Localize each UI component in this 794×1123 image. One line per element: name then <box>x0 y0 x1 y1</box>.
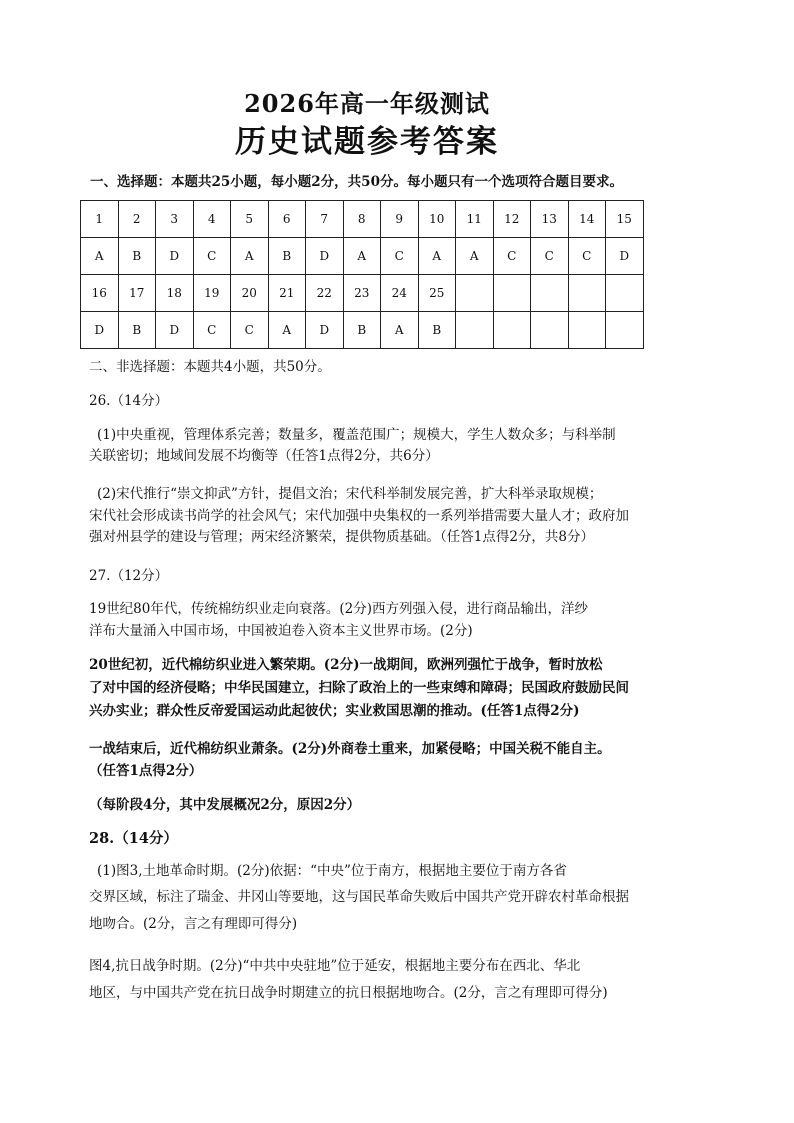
answer-choice-cell <box>493 312 531 349</box>
answer-number-cell: 17 <box>118 275 156 312</box>
answer-number-cell: 3 <box>156 201 194 238</box>
answer-choice-cell: B <box>118 312 156 349</box>
q26-part2-line2: 宋代社会形成读书尚学的社会风气；宋代加强中央集权的一系列举措需要大量人才；政府加 <box>89 508 629 524</box>
answer-number-cell: 25 <box>418 275 456 312</box>
answer-choice-cell: A <box>456 238 494 275</box>
answer-choice-cell <box>568 312 606 349</box>
answer-choice-cell: A <box>268 312 306 349</box>
answer-number-cell: 12 <box>493 201 531 238</box>
section1-heading: 一、选择题：本题共25小题，每小题2分，共50分。每小题只有一个选项符合题目要求。 <box>90 174 623 190</box>
answer-number-cell: 13 <box>531 201 569 238</box>
answer-number-cell: 8 <box>343 201 381 238</box>
q27-para3-line2: （任答1点得2分） <box>89 763 203 779</box>
answer-number-cell: 5 <box>231 201 269 238</box>
answer-choice-cell: C <box>568 238 606 275</box>
q27-para2-line2: 了对中国的经济侵略；中华民国建立，扫除了政治上的一些束缚和障碍；民国政府鼓励民间 <box>89 680 629 696</box>
answer-choice-cell <box>606 312 644 349</box>
answer-number-cell: 11 <box>456 201 494 238</box>
q26-part1-line2: 关联密切；地域间发展不均衡等（任答1点得2分，共6分） <box>89 448 439 464</box>
answer-number-cell <box>606 275 644 312</box>
answer-number-cell: 10 <box>418 201 456 238</box>
exam-title: 2026年高一年级测试 <box>244 89 490 118</box>
answer-choice-cell: D <box>306 238 344 275</box>
answer-choice-cell: A <box>231 238 269 275</box>
answer-number-cell: 24 <box>381 275 419 312</box>
q28-part2-line1: 图4,抗日战争时期。(2分)“中共中央驻地”位于延安，根据地主要分布在西北、华北 <box>89 958 581 974</box>
answer-choice-cell: B <box>268 238 306 275</box>
q28-part1-line3: 地吻合。(2分，言之有理即可得分) <box>89 916 298 932</box>
answer-table <box>80 200 644 349</box>
answer-number-cell: 20 <box>231 275 269 312</box>
answer-choice-cell: D <box>306 312 344 349</box>
answer-choice-cell: D <box>81 312 119 349</box>
answer-key-title: 历史试题参考答案 <box>235 124 499 160</box>
answer-number-cell <box>456 275 494 312</box>
answer-number-cell: 19 <box>193 275 231 312</box>
answer-number-cell: 4 <box>193 201 231 238</box>
q27-label: 27.（12分） <box>89 568 169 584</box>
answer-choice-cell: B <box>118 238 156 275</box>
answer-choice-cell: C <box>531 238 569 275</box>
answer-table-row-numbers-2 <box>81 275 644 312</box>
answer-choice-cell <box>531 312 569 349</box>
answer-number-cell: 7 <box>306 201 344 238</box>
answer-choice-cell: D <box>156 238 194 275</box>
answer-number-cell: 9 <box>381 201 419 238</box>
q26-label: 26.（14分） <box>89 393 169 409</box>
answer-choice-cell: B <box>418 312 456 349</box>
answer-choice-cell: A <box>418 238 456 275</box>
answer-number-cell: 16 <box>81 275 119 312</box>
answer-number-cell <box>493 275 531 312</box>
answer-table-row-answers-2 <box>81 312 644 349</box>
answer-choice-cell: D <box>156 312 194 349</box>
answer-number-cell: 1 <box>81 201 119 238</box>
answer-choice-cell <box>456 312 494 349</box>
answer-number-cell: 6 <box>268 201 306 238</box>
answer-choice-cell: C <box>231 312 269 349</box>
answer-choice-cell: C <box>193 312 231 349</box>
q28-part2-line2: 地区，与中国共产党在抗日战争时期建立的抗日根据地吻合。(2分，言之有理即可得分) <box>89 985 608 1001</box>
q27-para3-line1: 一战结束后，近代棉纺织业萧条。(2分)外商卷土重来，加紧侵略；中国关税不能自主。 <box>89 741 611 757</box>
q26-part2-line1: (2)宋代推行“崇文抑武”方针，提倡文治；宋代科举制发展完善，扩大科举录取规模； <box>97 486 603 502</box>
answer-table-row-answers-1 <box>81 238 644 275</box>
answer-choice-cell: A <box>81 238 119 275</box>
answer-choice-cell: C <box>493 238 531 275</box>
q28-part1-line1: (1)图3,土地革命时期。(2分)依据：“中央”位于南方，根据地主要位于南方各省 <box>97 863 567 879</box>
answer-number-cell: 2 <box>118 201 156 238</box>
answer-number-cell: 23 <box>343 275 381 312</box>
q27-para1-line2: 洋布大量涌入中国市场，中国被迫卷入资本主义世界市场。(2分) <box>89 623 473 639</box>
q28-label: 28.（14分） <box>89 830 178 847</box>
q27-para2-line1: 20世纪初，近代棉纺织业进入繁荣期。(2分)一战期间，欧洲列强忙于战争，暂时放松 <box>89 657 603 673</box>
q26-part2-line3: 强对州县学的建设与管理；两宋经济繁荣，提供物质基础。（任答1点得2分，共8分） <box>89 529 595 545</box>
answer-number-cell <box>531 275 569 312</box>
answer-number-cell: 21 <box>268 275 306 312</box>
answer-table-row-numbers-1 <box>81 201 644 238</box>
q27-para2-line3: 兴办实业；群众性反帝爱国运动此起彼伏；实业救国思潮的推动。(任答1点得2分) <box>89 703 580 719</box>
answer-choice-cell: A <box>381 312 419 349</box>
section2-heading: 二、非选择题：本题共4小题，共50分。 <box>89 359 331 375</box>
answer-choice-cell: C <box>381 238 419 275</box>
q28-part1-line2: 交界区域，标注了瑞金、井冈山等要地，这与国民革命失败后中国共产党开辟农村革命根据 <box>89 889 629 905</box>
q27-scoring-note: （每阶段4分，其中发展概况2分，原因2分） <box>89 797 361 813</box>
answer-number-cell: 22 <box>306 275 344 312</box>
answer-choice-cell: C <box>193 238 231 275</box>
answer-number-cell <box>568 275 606 312</box>
q27-para1-line1: 19世纪80年代，传统棉纺织业走向衰落。(2分)西方列强入侵，进行商品输出，洋纱 <box>89 601 588 617</box>
answer-number-cell: 18 <box>156 275 194 312</box>
answer-number-cell: 14 <box>568 201 606 238</box>
answer-number-cell: 15 <box>606 201 644 238</box>
q26-part1-line1: (1)中央重视，管理体系完善；数量多，覆盖范围广；规模大，学生人数众多；与科举制 <box>97 427 616 443</box>
answer-choice-cell: D <box>606 238 644 275</box>
answer-choice-cell: A <box>343 238 381 275</box>
answer-choice-cell: B <box>343 312 381 349</box>
